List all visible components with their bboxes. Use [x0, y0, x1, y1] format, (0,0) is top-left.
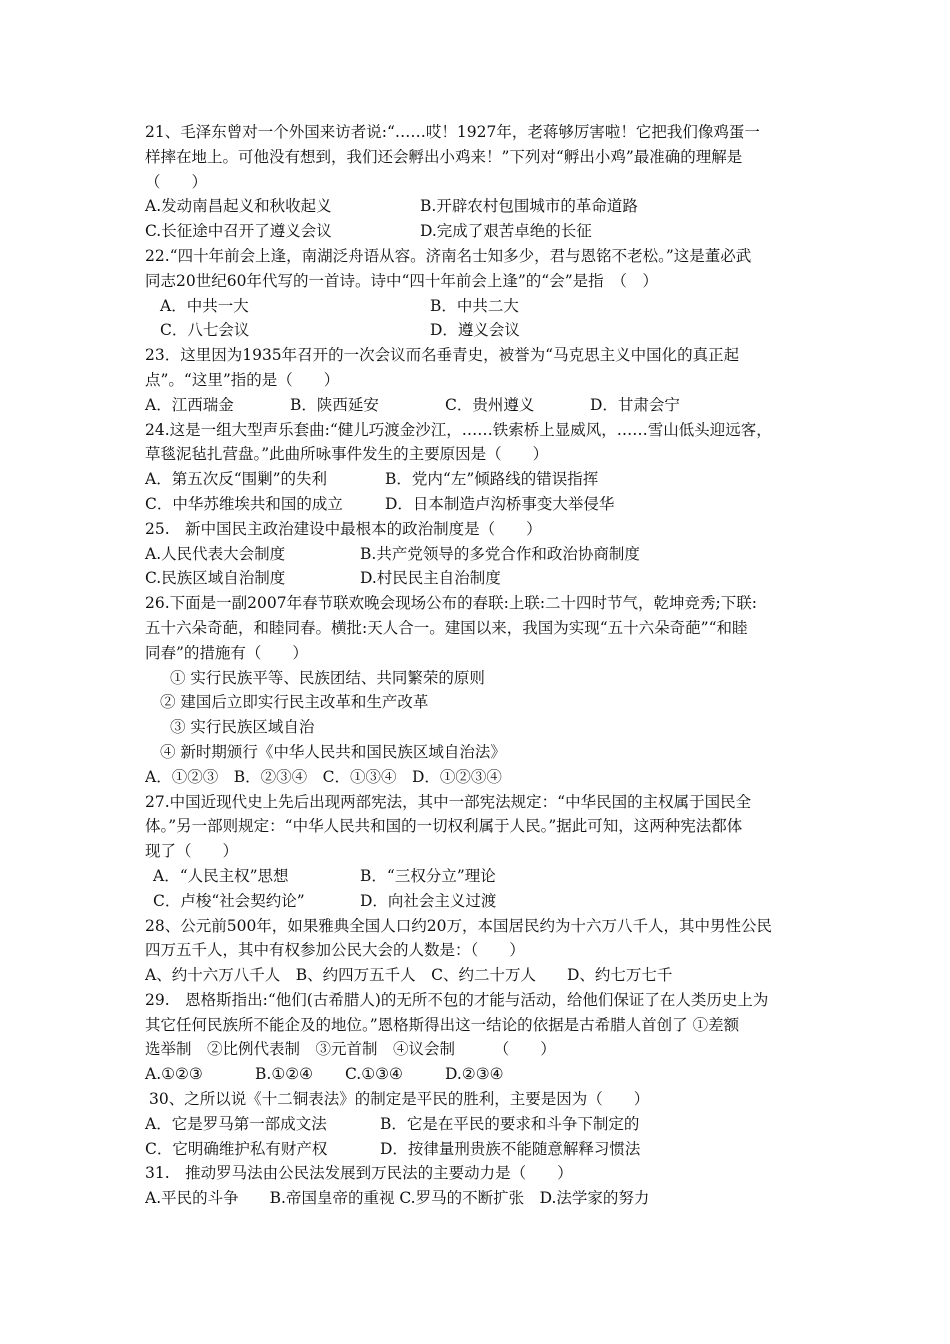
option-a: A．“人民主权”思想	[153, 866, 289, 885]
q26-text: 同春”的措施有（ ）	[145, 643, 308, 662]
option-b: B．党内“左”倾路线的错误指挥	[385, 470, 599, 489]
q30-options	[145, 1137, 825, 1162]
option-d: D．遵义会议	[430, 321, 520, 340]
q28-options: A、约十六万八千人 B、约四万五千人 C、约二十万人 D、约七万七千	[145, 966, 673, 985]
q30-options	[145, 1112, 825, 1137]
q21-text: 样摔在地上。可他没有想到，我们还会孵出小鸡来！”下列对“孵出小鸡”最准确的理解是	[145, 147, 743, 166]
option-c: C．八七会议	[160, 321, 250, 340]
q25-text: 25. 新中国民主政治建设中最根本的政治制度是（ ）	[145, 519, 542, 538]
option-c: C.民族区域自治制度	[145, 569, 286, 588]
option-b: B．它是在平民的要求和斗争下制定的	[380, 1114, 640, 1133]
q26-statement-3: ③ 实行民族区域自治	[170, 718, 315, 737]
option-a: A.发动南昌起义和秋收起义	[145, 197, 332, 216]
option-d: D．向社会主义过渡	[360, 891, 497, 910]
q27-options	[145, 864, 825, 889]
option-a: A.①②③	[145, 1065, 203, 1084]
q21-options	[145, 194, 825, 219]
option-d: D．按律量刑贵族不能随意解释习惯法	[380, 1139, 641, 1158]
option-a: A．江西瑞金	[145, 395, 234, 414]
option-b: B．陕西延安	[290, 395, 379, 414]
q22-options	[145, 318, 825, 343]
q26-options: A．①②③ B．②③④ C．①③④ D．①②③④	[145, 767, 502, 786]
q22-text: 同志20世纪60年代写的一首诗。诗中“四十年前会上逢”的“会”是指 （ ）	[145, 271, 658, 290]
q28-text: 四万五千人，其中有权参加公民大会的人数是：（ ）	[145, 941, 525, 960]
q26-statement-2: ② 建国后立即实行民主改革和生产改革	[160, 693, 429, 712]
option-d: D.②③④	[445, 1065, 504, 1084]
q22-options	[145, 294, 825, 319]
q26-text: 五十六朵奇葩，和睦同春。横批:天人合一。建国以来，我国为实现“五十六朵奇葩”“和睦	[145, 618, 748, 637]
option-a: A．第五次反“围剿”的失利	[145, 470, 328, 489]
option-c: C．它明确维护私有财产权	[145, 1139, 328, 1158]
q21-text: 21、毛泽东曾对一个外国来访者说:“……哎！1927年，老蒋够厉害啦！它把我们像鸡蛋一	[145, 123, 760, 141]
option-c: C．中华苏维埃共和国的成立	[145, 494, 343, 513]
q26-statement-1: ① 实行民族平等、民族团结、共同繁荣的原则	[170, 668, 485, 687]
option-d: D.村民民主自治制度	[360, 569, 501, 588]
option-a: A．中共一大	[160, 296, 249, 315]
option-b: B．中共二大	[430, 296, 519, 315]
q25-options	[145, 542, 825, 567]
q21-options	[145, 219, 825, 244]
q26-text: 26.下面是一副2007年春节联欢晚会现场公布的春联:上联:二十四时节气，乾坤竞秀;下联:	[145, 594, 757, 613]
q23-options	[145, 393, 825, 418]
option-c: C．贵州遵义	[445, 395, 535, 414]
option-b: B.开辟农村包围城市的革命道路	[420, 197, 638, 216]
q27-text: 现了（ ）	[145, 842, 239, 861]
q23-text: 点”。“这里”指的是（ ）	[145, 370, 340, 389]
q29-options	[145, 1062, 825, 1087]
option-d: D．日本制造卢沟桥事变大举侵华	[385, 494, 615, 513]
q27-options	[145, 889, 825, 914]
option-b: B.共产党领导的多党合作和政治协商制度	[360, 544, 640, 563]
q28-text: 28、公元前500年，如果雅典全国人口约20万，本国居民约为十六万八千人，其中男性公民	[145, 916, 773, 935]
q25-options	[145, 566, 825, 591]
option-b: B.①②④	[255, 1065, 314, 1084]
q29-text: 选举制 ②比例代表制 ③元首制 ④议会制 （ ）	[145, 1040, 556, 1059]
q26-statement-4: ④ 新时期颁行《中华人民共和国民族区域自治法》	[160, 742, 506, 761]
q24-text: 24.这是一组大型声乐套曲:“健儿巧渡金沙江，……铁索桥上显威风，……雪山低头迎远客，	[145, 420, 772, 439]
q27-text: 体。”另一部则规定：“中华人民共和国的一切权利属于人民。”据此可知，这两种宪法都体	[145, 817, 743, 836]
option-c: C.长征途中召开了遵义会议	[145, 222, 332, 241]
q21-blank: （ ）	[145, 172, 208, 191]
q30-text: 30、之所以说《十二铜表法》的制定是平民的胜利，主要是因为（ ）	[149, 1090, 650, 1109]
q29-text: 其它任何民族所不能企及的地位。”恩格斯得出这一结论的依据是古希腊人首创了 ①差额	[145, 1015, 740, 1034]
q29-text: 29. 恩格斯指出:“他们(古希腊人)的无所不包的才能与活动，给他们保证了在人类历史上为	[145, 990, 769, 1009]
q27-text: 27.中国近现代史上先后出现两部宪法，其中一部宪法规定：“中华民国的主权属于国民全	[145, 792, 752, 811]
q23-text: 23．这里因为1935年召开的一次会议而名垂青史，被誉为“马克思主义中国化的真正起	[145, 346, 740, 365]
q22-text: 22.“四十年前会上逢，南湖泛舟语从容。济南名士知多少，君与恩铭不老松。”这是董必武	[145, 246, 752, 265]
q31-options: A.平民的斗争 B.帝国皇帝的重视 C.罗马的不断扩张 D.法学家的努力	[145, 1189, 650, 1208]
q31-text: 31. 推动罗马法由公民法发展到万民法的主要动力是（ ）	[145, 1164, 573, 1183]
option-c: C．卢梭“社会契约论”	[153, 891, 305, 910]
option-c: C.①③④	[345, 1065, 403, 1084]
exam-page	[145, 120, 825, 1211]
option-b: B．“三权分立”理论	[360, 866, 496, 885]
option-d: D．甘肃会宁	[590, 395, 680, 414]
option-d: D.完成了艰苦卓绝的长征	[420, 222, 592, 241]
q24-options	[145, 492, 825, 517]
q24-text: 草毯泥毡扎营盘。”此曲所咏事件发生的主要原因是（ ）	[145, 445, 549, 464]
q24-options	[145, 467, 825, 492]
option-a: A.人民代表大会制度	[145, 544, 286, 563]
option-a: A．它是罗马第一部成文法	[145, 1114, 327, 1133]
